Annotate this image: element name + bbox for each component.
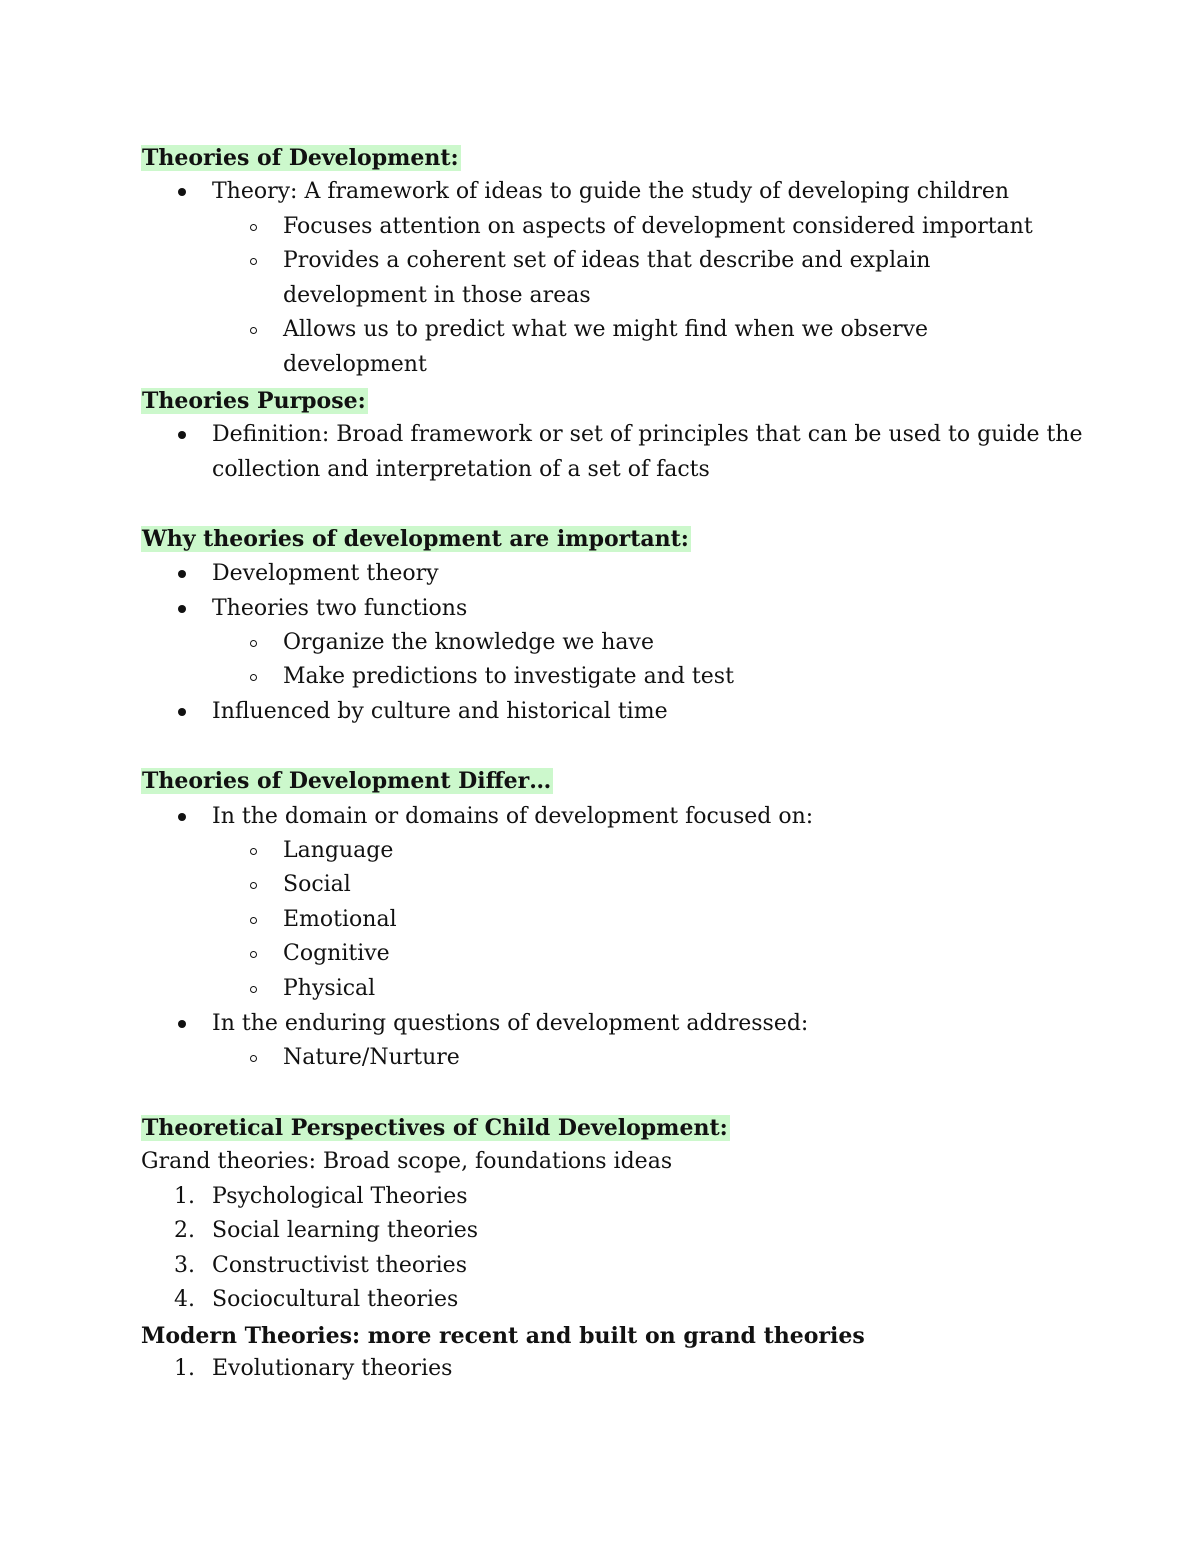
bullet-circle-icon <box>250 848 257 855</box>
bullet-circle-icon <box>250 917 257 924</box>
bullet-text: In the enduring questions of development addressed: <box>212 1011 809 1036</box>
sub-bullet-text: Make predictions to investigate and test <box>283 664 734 689</box>
bullet-dot-icon <box>178 605 186 613</box>
list-number: 1. <box>174 1356 195 1381</box>
sub-bullet-text: Emotional <box>283 907 397 932</box>
bullet-circle-icon <box>250 882 257 889</box>
sub-bullet-text: Nature/Nurture <box>283 1045 460 1070</box>
bullet-dot-icon <box>178 708 186 716</box>
sub-bullet-text-cont: development <box>283 352 427 377</box>
sub-bullet-text: Language <box>283 838 394 863</box>
bullet-dot-icon <box>178 1020 186 1028</box>
numbered-item: Constructivist theories <box>212 1253 467 1278</box>
numbered-item: Psychological Theories <box>212 1184 468 1209</box>
bullet-dot-icon <box>178 570 186 578</box>
bullet-circle-icon <box>250 951 257 958</box>
sub-bullet-text: Cognitive <box>283 941 390 966</box>
section-heading: Theoretical Perspectives of Child Development: <box>142 1115 728 1141</box>
bullet-text: Influenced by culture and historical time <box>212 699 668 724</box>
sub-bullet-text: Provides a coherent set of ideas that describe and explain <box>283 248 931 273</box>
bullet-text-cont: collection and interpretation of a set of facts <box>212 457 710 482</box>
section-heading: Theories Purpose: <box>142 388 366 414</box>
bullet-circle-icon <box>250 674 257 681</box>
bullet-circle-icon <box>250 1055 257 1062</box>
bullet-dot-icon <box>178 813 186 821</box>
list-number: 2. <box>174 1218 195 1243</box>
bullet-text: Theory: A framework of ideas to guide the study of developing children <box>212 179 1010 204</box>
sub-bullet-text: Allows us to predict what we might find when we observe <box>283 317 929 342</box>
section-heading: Theories of Development Differ… <box>142 768 552 794</box>
numbered-item: Sociocultural theories <box>212 1287 459 1312</box>
bullet-circle-icon <box>250 327 257 334</box>
sub-bullet-text: Physical <box>283 976 376 1001</box>
bullet-dot-icon <box>178 188 186 196</box>
bullet-circle-icon <box>250 640 257 647</box>
bullet-text: In the domain or domains of development focused on: <box>212 804 814 829</box>
bullet-circle-icon <box>250 224 257 231</box>
bullet-text: Development theory <box>212 561 439 586</box>
bullet-text: Theories two functions <box>212 596 468 621</box>
bullet-circle-icon <box>250 258 257 265</box>
section-heading: Why theories of development are important: <box>142 526 689 552</box>
list-number: 1. <box>174 1184 195 1209</box>
sub-bullet-text: Organize the knowledge we have <box>283 630 654 655</box>
bullet-circle-icon <box>250 986 257 993</box>
grand-theories-intro: Grand theories: Broad scope, foundations ideas <box>141 1149 673 1174</box>
sub-bullet-text-cont: development in those areas <box>283 283 591 308</box>
bullet-text: Definition: Broad framework or set of principles that can be used to guide the <box>212 422 1083 447</box>
numbered-item: Social learning theories <box>212 1218 479 1243</box>
sub-bullet-text: Social <box>283 872 351 897</box>
sub-bullet-text: Focuses attention on aspects of development considered important <box>283 214 1033 239</box>
modern-theories-heading: Modern Theories: more recent and built on grand theories <box>141 1323 865 1349</box>
numbered-item: Evolutionary theories <box>212 1356 453 1381</box>
list-number: 3. <box>174 1253 195 1278</box>
list-number: 4. <box>174 1287 195 1312</box>
bullet-dot-icon <box>178 431 186 439</box>
section-heading: Theories of Development: <box>142 145 459 171</box>
